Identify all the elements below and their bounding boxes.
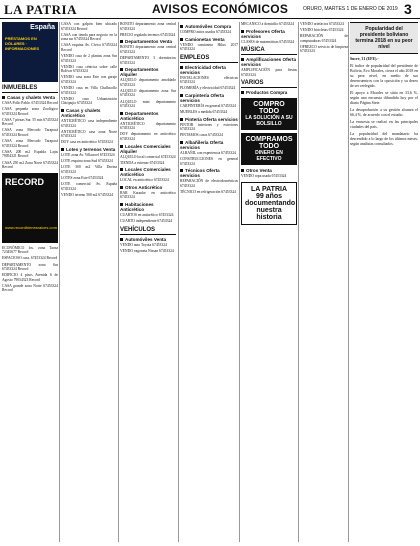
- ad-title: COMPRAMOS TODO: [245, 136, 293, 151]
- classified-ad: LOTE zona Av. Villarroel 67453324: [61, 152, 115, 157]
- editorial-paragraph: El índice de popularidad del presidente de Bolivia, Evo Morales, cierra el año 2018 en su peor nivel, en medio de sus desencuentros con la oposición y su deseo de ser reelegido.: [350, 64, 418, 88]
- classified-ad: VENDO casa Urbanización Chiripujio 67453324: [61, 96, 117, 106]
- subsection-heading: [120, 39, 176, 44]
- bullet-icon: [2, 96, 5, 99]
- classified-ad: CARPINTERÍA en general 67453324: [180, 104, 237, 109]
- classified-ad: LOTE esquina zona Sud 67453324: [61, 159, 113, 164]
- subsection-heading: [241, 57, 297, 67]
- subsection-label: Automóviles Compra: [185, 24, 232, 29]
- classified-column-2: [61, 22, 117, 542]
- classified-ad: ALQUILO departamento zona Sur 67453324: [120, 88, 176, 98]
- classified-ad: LOTES zona Este 67453324: [61, 175, 104, 180]
- subsection-heading: [61, 108, 117, 118]
- subsection-label: Técnicos Oferta servicios: [180, 168, 220, 179]
- subsection-label: Lotes y terrenos Venta: [66, 146, 116, 152]
- classified-ad: CASA esquina Av. Cívica 67453324 Record: [61, 43, 117, 52]
- subsection-heading: [120, 237, 176, 242]
- classified-ad: VENDO casa céntrica sobre calle Bolívar 67453324: [61, 64, 117, 74]
- classified-ad: VENDO bicicletas 67453324: [300, 28, 344, 33]
- classified-ad: CASA con tienda para negocio en la zona sur 67453324 Record: [61, 32, 117, 42]
- bullet-icon: [120, 168, 123, 171]
- classified-ad: CUARTOS en anticrético 67453324: [120, 213, 174, 218]
- subsection-label: Productos Compra: [246, 90, 288, 96]
- subsection-heading: [120, 167, 176, 177]
- classified-ad: LOCAL en anticrético 67453324: [120, 178, 169, 183]
- bullet-icon: [120, 68, 123, 71]
- ad-text: PRÉSTAMOS EN DÓLARES · INFORMACIONES: [5, 36, 39, 51]
- classified-ad: ANTICRÉTICO departamento 67453324: [120, 121, 176, 131]
- subsection-heading: [120, 144, 176, 154]
- ad-title: España: [30, 24, 55, 31]
- classified-ad: PINTOR interiores y exteriores 67453324: [180, 122, 238, 132]
- editorial-paragraph: La encuesta se realizó en las principales ciudades del país.: [350, 120, 418, 129]
- classified-ad: DOY casa en anticrético 67453324: [61, 140, 113, 145]
- classified-ad: BAR Karaoke en anticrético 67453324: [120, 190, 176, 200]
- classified-ad: LOTE 300 m2 Villa Dorina 67453324: [61, 165, 117, 174]
- column-divider: [59, 22, 60, 542]
- ad-title: RECORD: [5, 176, 45, 187]
- subsection-label: Departamentos Anticrético: [120, 110, 159, 121]
- section-heading-musica: MÚSICA: [241, 47, 297, 55]
- subsection-heading: [241, 168, 297, 173]
- bullet-icon: [120, 40, 123, 43]
- bullet-icon: [61, 109, 64, 112]
- bullet-icon: [241, 30, 244, 33]
- bullet-icon: [120, 145, 123, 148]
- classified-ad: CASA 7 piezas Sur. 55 mts 67453324 Record: [2, 117, 58, 127]
- subsection-label: Carpintería Oferta servicios: [180, 93, 225, 104]
- ad-text: LA SOLUCIÓN A SU BOLSILLO: [245, 115, 293, 128]
- bullet-icon: [120, 186, 123, 189]
- column-divider: [298, 22, 299, 542]
- editorial-paragraph: La popularidad del mandatario ha descendido a lo largo de los últimos meses, según analistas consultados.: [350, 132, 418, 146]
- classified-ad: CUARTO independiente 67453324: [120, 219, 173, 224]
- bullet-icon: [120, 238, 123, 241]
- promo-text: nuestra historia: [256, 206, 282, 221]
- newspaper-brand: LA PATRIA: [4, 2, 77, 17]
- classified-ad: MUEBLES a medida 67453324: [180, 110, 228, 115]
- classified-ad: GASA con galpón bien ubicado 67453324 Record: [61, 22, 117, 31]
- subsection-heading: [180, 168, 238, 178]
- subsection-heading: [120, 202, 176, 212]
- bullet-icon: [61, 148, 64, 151]
- classified-column-1: [2, 22, 58, 542]
- subsection-label: Pintería Oferta servicios: [185, 116, 238, 122]
- classified-ad: TÉCNICO en refrigeración 67453324: [180, 190, 237, 194]
- subsection-label: Departamentos Alquiler: [120, 67, 159, 78]
- editorial-paragraph: El apoyo a Morales se sitúa en 33,6 %, según una encuesta difundida hoy por el diario Página Siete.: [350, 91, 418, 105]
- subsection-label: Albañilería Oferta servicios: [180, 140, 224, 151]
- subsection-label: Locales Comerciales Anticrético: [120, 167, 171, 178]
- classified-ad: VENDO casa en Villa Challacollo 67453324: [61, 86, 117, 95]
- promo-box: [241, 182, 297, 225]
- classified-ad: VENDO auto Toyota 67453324: [120, 242, 167, 247]
- classified-ad: VENDO artefactos 67453324: [300, 22, 344, 26]
- classified-ad: ALQUILO local comercial 67453324: [120, 154, 176, 159]
- bullet-icon: [180, 66, 183, 69]
- promo-brand: LA PATRIA: [250, 185, 288, 193]
- subsection-heading: [120, 185, 176, 190]
- classified-ad: CLASES de matemáticas 67453324: [241, 39, 295, 44]
- subsection-heading: [120, 67, 176, 77]
- subsection-heading: [241, 29, 297, 39]
- classified-ad: DEPARTAMENTO zona Sur 67453324 Record: [2, 262, 58, 272]
- promo-text: documentando: [245, 199, 296, 207]
- bullet-icon: [120, 203, 123, 206]
- section-heading-inmuebles: INMUEBLES: [2, 85, 58, 93]
- classified-ad: CASA zona Mercado Tarapacá 67453324 Record: [2, 128, 58, 138]
- subsection-label: Amplificaciones Oferta servicios: [241, 57, 297, 68]
- display-ad-record[interactable]: [2, 173, 58, 243]
- bullet-icon: [180, 141, 183, 144]
- subsection-label: Automóviles Venta: [125, 236, 167, 242]
- section-title: AVISOS ECONÓMICOS: [152, 2, 289, 16]
- classified-ad: AMPLIFICACIÓN para fiestas 67453324: [241, 68, 297, 77]
- classified-ad: VENDO casa de 2 plantas zona Sur 67453324: [61, 54, 117, 63]
- promo-years: 99 años: [255, 192, 283, 200]
- bullet-icon: [180, 38, 183, 41]
- subsection-heading: [180, 24, 238, 29]
- classified-ad: COMPRO autos usados 67453324: [180, 30, 231, 34]
- bullet-icon: [180, 94, 183, 97]
- classified-ad: CASA 200 m2 Espalda Lajas 79054321 Record: [2, 149, 58, 159]
- subsection-label: Casas y chalets Anticrético: [61, 108, 101, 118]
- bullet-icon: [120, 112, 123, 115]
- subsection-heading: [120, 111, 176, 121]
- classified-ad: REPARACIÓN de computadoras 67453324: [300, 34, 348, 43]
- classified-ad: CASA grande zona Norte 67453324 Record: [2, 283, 58, 293]
- column-divider: [239, 22, 240, 542]
- editorial-headline: Popularidad del presidente boliviano termina 2018 en su peor nivel: [350, 22, 418, 54]
- subsection-label: Casas y chalets Venta: [7, 95, 56, 100]
- classified-ad: BONITO departamento zona central 67453324: [120, 22, 176, 31]
- display-ad-compramos-todo[interactable]: [241, 133, 297, 165]
- editorial-body: [350, 57, 418, 147]
- subsection-heading: [2, 95, 58, 100]
- subsection-label: Electricidad Oferta servicios: [180, 64, 226, 75]
- classified-ad: LOTE comercial Av. España 67453324: [61, 181, 117, 191]
- classified-ad: CASA Pollo Pablo. 67453324 Record: [2, 101, 58, 105]
- classified-ad: ALQUILO mini departamento 67453324: [120, 99, 176, 109]
- editorial-paragraph: La desaprobación a su gestión alcanza el 66,4 %, de acuerdo con el estudio.: [350, 108, 418, 117]
- classified-column-5: [241, 22, 297, 542]
- classified-ad: MECÁNICO a domicilio 67453324: [241, 22, 294, 26]
- subsection-heading: [180, 65, 238, 75]
- classified-ad: VENDO terreno 500 m2 67453324: [61, 192, 114, 197]
- classified-ad: PLOMERÍA y electricidad 67453324: [180, 86, 236, 91]
- subsection-heading: [61, 147, 117, 152]
- classified-ad: ALQUILO departamento amoblado 67453324: [120, 78, 176, 87]
- column-divider: [178, 22, 179, 542]
- column-divider: [118, 22, 119, 542]
- subsection-heading: [241, 90, 297, 95]
- classified-ad: ESPACIOSO casa. 67453324 Record: [2, 256, 58, 261]
- classified-ad: ANTICRÉTICO casa zona Norte 67453324: [61, 129, 117, 139]
- bullet-icon: [241, 169, 244, 172]
- classified-ad: CASA 250 m2 Zona Norte 67453324 Record: [2, 160, 58, 170]
- ad-title: COMPRO TODO: [253, 101, 285, 116]
- classified-ad: PINTAMOS casas 67453324: [180, 133, 223, 138]
- classified-ad: VENDO vagoneta Nissan 67453324: [120, 248, 174, 253]
- classified-ad: DOY departamento en anticrético 67453324: [120, 132, 176, 141]
- subsection-label: Otros Anticrético: [125, 184, 163, 190]
- classified-ad: VENDO camioneta Hilux 2017 67453324: [180, 42, 238, 52]
- classified-ad: EDIFICIO 4 pisos Avenida 6 de Agosto 79054323 Record: [2, 273, 58, 282]
- ad-url: www.recordbienesraices.com: [5, 224, 58, 230]
- classified-ad: VENDO casa zona Este con garaje 67453324: [61, 75, 117, 85]
- display-ad-compro-todo[interactable]: [241, 98, 297, 130]
- classified-ad: CASA pequeña zona Zoológico 67453324 Record: [2, 107, 58, 116]
- classified-ad: ALBAÑIL con experiencia 67453324: [180, 151, 236, 156]
- classified-column-3: [120, 22, 176, 542]
- dateline: ORURO, MARTES 1 DE ENERO DE 2019: [303, 6, 398, 12]
- column-divider: [348, 22, 349, 542]
- editorial-dateline: Sucre, 31 (EFE).-: [350, 57, 379, 61]
- subsection-label: Camionetas Venta: [185, 36, 225, 42]
- bullet-icon: [180, 25, 183, 28]
- ad-text: DINERO EN EFECTIVO: [255, 150, 283, 163]
- classified-ad: DEPARTAMENTO 3 dormitorios 67453324: [120, 55, 176, 65]
- classified-ad: TIENDA a estrenar 67453324: [120, 160, 165, 165]
- classified-ad: CONSTRUCCIONES en general 67453324: [180, 157, 238, 166]
- page-number: 3: [404, 1, 412, 17]
- subsection-heading: [180, 140, 238, 150]
- classified-ad: VENDO ropa usada 67453324: [241, 174, 287, 179]
- page-header: [0, 0, 420, 19]
- editorial-column: [350, 22, 418, 542]
- subsection-label: Departamentos Venta: [125, 39, 172, 45]
- classified-ad: REPARACIÓN de electrodomésticos 67453324: [180, 179, 238, 188]
- section-heading-vehiculos: VEHÍCULOS: [120, 227, 176, 235]
- subsection-label: Locales Comerciales Alquiler: [120, 143, 171, 154]
- display-ad-espana[interactable]: [2, 22, 58, 82]
- classified-column-6: [300, 22, 348, 542]
- bullet-icon: [180, 118, 183, 121]
- subsection-label: Otros Venta: [246, 168, 272, 174]
- subsection-heading: [180, 93, 238, 103]
- bullet-icon: [180, 169, 183, 172]
- subsection-label: Habitaciones Anticrético: [120, 202, 154, 213]
- classified-ad: CASA zona Mercado Tarapacá 67453324 Record: [2, 139, 58, 148]
- subsection-heading: [180, 117, 238, 122]
- section-heading-varios: VARIOS: [241, 80, 297, 88]
- classified-column-4: [180, 22, 238, 542]
- classified-ad: PRECIO regalado terrenos 67453324: [120, 32, 176, 37]
- classified-ad: OFREZCO servicio de limpieza 67453324: [300, 44, 348, 54]
- classified-ad: ANTICRÉTICO casa independiente 67453324: [61, 119, 117, 128]
- bullet-icon: [241, 91, 244, 94]
- subsection-label: Profesores Oferta servicios: [241, 28, 285, 39]
- classified-ad: BONITO departamento zona central 67453324: [120, 45, 176, 54]
- bullet-icon: [241, 58, 244, 61]
- section-heading-empleos: EMPLEOS: [180, 55, 238, 63]
- subsection-heading: [180, 37, 238, 42]
- classified-ad: ECONÓMICO los. zona Tacna 72345677 Record: [2, 245, 58, 255]
- classified-ad: INSTALACIONES eléctricas 67453324: [180, 75, 238, 85]
